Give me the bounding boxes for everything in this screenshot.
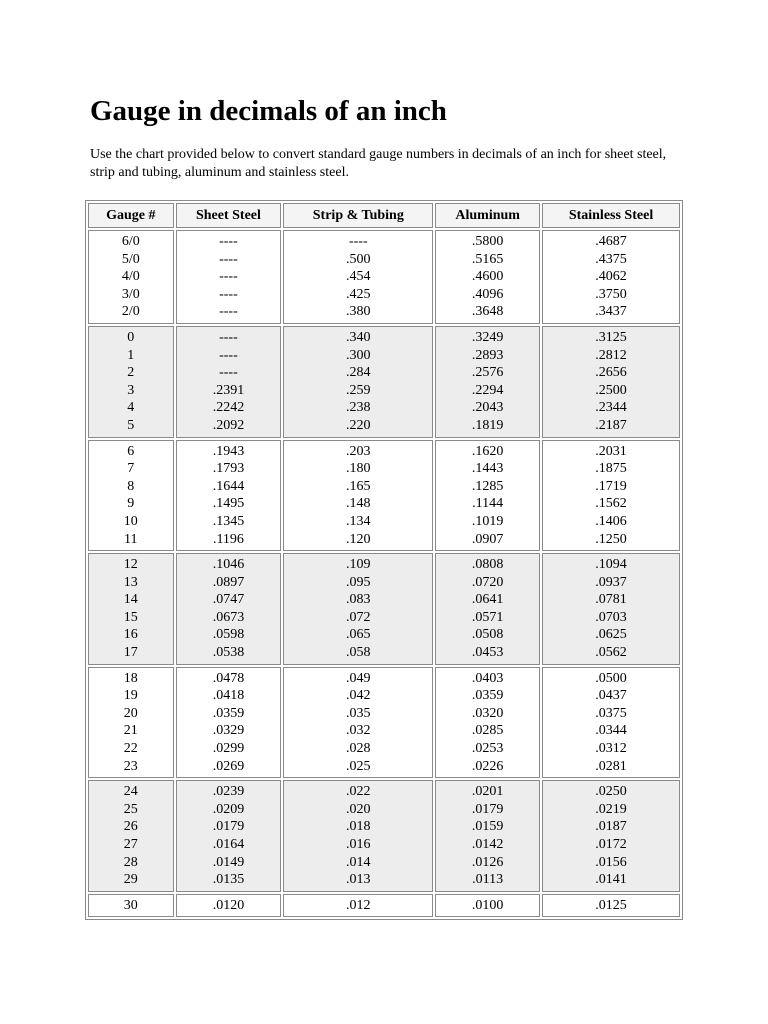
table-value: 10 (123, 513, 138, 529)
table-value: .0937 (595, 574, 627, 590)
table-value: .2187 (595, 417, 627, 433)
table-value: .1250 (595, 531, 627, 547)
table-value: .0359 (212, 705, 245, 721)
table-value: .1719 (595, 478, 627, 494)
cell-strip-tubing (283, 894, 433, 918)
table-value: 27 (123, 837, 138, 852)
table-value: .220 (346, 417, 371, 433)
table-value: 6 (127, 443, 135, 459)
table-value: .0375 (595, 705, 627, 721)
table-value: 20 (123, 705, 138, 721)
table-row-group (88, 326, 680, 438)
table-value: .0125 (595, 897, 627, 913)
table-value: ---- (219, 234, 238, 249)
table-value: 11 (124, 531, 138, 547)
cell-stainless-steel (542, 553, 680, 665)
table-value: .0135 (212, 872, 245, 888)
table-value: .0907 (471, 531, 504, 547)
table-value: .1196 (212, 531, 244, 547)
table-value: .238 (346, 400, 371, 416)
table-value: .3648 (471, 304, 504, 320)
table-value: .0285 (471, 723, 504, 739)
table-value: .2031 (595, 443, 627, 459)
cell-aluminum (435, 230, 540, 324)
table-value: .0281 (595, 758, 627, 774)
table-value: .0720 (471, 574, 504, 590)
table-value: 1 (127, 347, 135, 363)
table-value: .083 (346, 592, 371, 608)
table-value: 14 (123, 592, 138, 608)
table-value: .014 (346, 854, 371, 870)
table-value: .028 (346, 741, 371, 757)
table-value: .0673 (212, 609, 245, 625)
cell-aluminum (435, 553, 540, 665)
table-value: .0164 (212, 837, 245, 852)
table-value: .0359 (471, 688, 504, 704)
table-value: 17 (123, 645, 138, 661)
cell-sheet-steel (176, 440, 282, 552)
table-value: 6/0 (121, 234, 140, 249)
table-value: .035 (346, 705, 371, 721)
table-value: .0344 (595, 723, 627, 739)
cell-strip-tubing (283, 440, 433, 552)
table-value: .0625 (595, 627, 627, 643)
cell-stainless-steel (542, 667, 680, 779)
table-value: ---- (219, 304, 238, 320)
cell-sheet-steel (176, 667, 282, 779)
cell-aluminum (435, 780, 540, 892)
table-value: .2812 (595, 347, 627, 363)
table-value: .2242 (212, 400, 245, 416)
table-value: .2043 (471, 400, 504, 416)
table-value: .0113 (472, 872, 504, 888)
table-value: .0156 (595, 854, 627, 870)
table-value: .1144 (472, 496, 504, 512)
table-value: .0187 (595, 819, 627, 835)
table-value: .1019 (471, 513, 504, 529)
table-value: ---- (219, 365, 238, 381)
table-value: .5800 (471, 234, 504, 249)
cell-strip-tubing (283, 667, 433, 779)
table-value: .0299 (212, 741, 245, 757)
table-value: .0562 (595, 645, 627, 661)
table-value: .1345 (212, 513, 245, 529)
table-value: .0538 (212, 645, 245, 661)
table-value: .020 (346, 801, 371, 817)
cell-gauge (88, 667, 174, 779)
table-value: .180 (346, 461, 371, 477)
cell-aluminum (435, 440, 540, 552)
table-value: .2500 (595, 382, 627, 398)
table-value: .4096 (471, 286, 504, 302)
table-value: .340 (346, 329, 371, 345)
table-value: 16 (123, 627, 138, 643)
header-gauge: Gauge # (88, 203, 174, 228)
table-value: .5165 (471, 251, 504, 267)
table-value: ---- (219, 251, 238, 267)
header-stainless-steel: Stainless Steel (542, 203, 680, 228)
table-value: 5 (127, 417, 135, 433)
gauge-table-body (88, 230, 680, 917)
cell-gauge (88, 780, 174, 892)
table-value: .203 (346, 443, 371, 459)
table-row-group (88, 894, 680, 918)
table-value: .0142 (471, 837, 504, 852)
table-value: .013 (346, 872, 371, 888)
table-value: .1046 (212, 557, 245, 573)
cell-sheet-steel (176, 230, 282, 324)
table-value: ---- (348, 234, 368, 249)
table-value: .0312 (595, 741, 627, 757)
cell-gauge (88, 230, 174, 324)
cell-sheet-steel (176, 326, 282, 438)
table-value: 13 (123, 574, 138, 590)
header-strip-tubing: Strip & Tubing (283, 203, 433, 228)
cell-gauge (88, 326, 174, 438)
table-value: .1094 (595, 557, 627, 573)
table-value: .2092 (212, 417, 245, 433)
table-value: 28 (123, 854, 138, 870)
table-value: .2576 (471, 365, 504, 381)
table-value: 18 (123, 670, 138, 686)
table-value: 3 (127, 382, 135, 398)
table-value: 4/0 (121, 269, 140, 285)
table-value: .095 (346, 574, 371, 590)
table-value: .065 (346, 627, 371, 643)
table-value: ---- (219, 269, 238, 285)
gauge-table (85, 200, 683, 920)
cell-stainless-steel (542, 440, 680, 552)
header-aluminum: Aluminum (435, 203, 540, 228)
table-value: ---- (219, 286, 238, 302)
table-value: .4600 (471, 269, 504, 285)
cell-strip-tubing (283, 780, 433, 892)
cell-strip-tubing (283, 230, 433, 324)
table-value: 2/0 (121, 304, 140, 320)
table-value: .0418 (212, 688, 245, 704)
table-value: 7 (127, 461, 135, 477)
table-value: .0329 (212, 723, 245, 739)
table-value: .0598 (212, 627, 245, 643)
table-value: .058 (346, 645, 371, 661)
table-value: .0571 (471, 609, 504, 625)
table-value: .120 (346, 531, 371, 547)
table-value: .0403 (471, 670, 504, 686)
table-value: .4062 (595, 269, 627, 285)
cell-gauge (88, 440, 174, 552)
table-value: .0179 (471, 801, 504, 817)
table-value: .0781 (595, 592, 627, 608)
table-value: .0437 (595, 688, 627, 704)
table-value: .1875 (595, 461, 627, 477)
cell-strip-tubing (283, 553, 433, 665)
table-value: .0126 (471, 854, 504, 870)
cell-sheet-steel (176, 780, 282, 892)
table-value: .1793 (212, 461, 245, 477)
table-value: .072 (346, 609, 371, 625)
table-value: .2391 (212, 382, 245, 398)
table-row-group (88, 553, 680, 665)
table-value: .0269 (212, 758, 245, 774)
table-value: .284 (346, 365, 371, 381)
table-value: .0219 (595, 801, 627, 817)
table-value: .1443 (471, 461, 504, 477)
table-value: .3125 (595, 329, 627, 345)
header-row (88, 203, 680, 228)
table-value: .3249 (471, 329, 504, 345)
table-value: .0226 (471, 758, 504, 774)
table-value: 5/0 (121, 251, 140, 267)
table-value: .0209 (212, 801, 245, 817)
table-value: .2656 (595, 365, 627, 381)
table-value: 19 (123, 688, 138, 704)
table-value: .1495 (212, 496, 245, 512)
table-value: 26 (123, 819, 138, 835)
table-value: .049 (346, 670, 371, 686)
table-value: 25 (123, 801, 138, 817)
table-value: .2294 (471, 382, 504, 398)
cell-stainless-steel (542, 230, 680, 324)
table-value: .148 (346, 496, 371, 512)
cell-stainless-steel (542, 780, 680, 892)
table-value: .0149 (212, 854, 245, 870)
table-value: .0508 (471, 627, 504, 643)
table-value: .0747 (212, 592, 245, 608)
table-value: .3437 (595, 304, 627, 320)
table-value: .134 (346, 513, 371, 529)
table-value: .2893 (471, 347, 504, 363)
table-value: 29 (123, 872, 138, 888)
table-value: .0453 (471, 645, 504, 661)
table-row-group (88, 230, 680, 324)
table-value: 21 (123, 723, 138, 739)
table-value: .012 (346, 897, 371, 913)
table-value: .1943 (212, 443, 245, 459)
table-value: .0179 (212, 819, 245, 835)
cell-gauge (88, 894, 174, 918)
table-value: .0120 (212, 897, 245, 913)
table-value: .0703 (595, 609, 627, 625)
table-value: .0172 (595, 837, 627, 852)
table-value: 8 (127, 478, 135, 494)
table-value: 4 (127, 400, 135, 416)
table-value: 30 (123, 897, 138, 913)
table-value: 3/0 (121, 286, 140, 302)
cell-strip-tubing (283, 326, 433, 438)
table-value: .4375 (595, 251, 627, 267)
table-value: .4687 (595, 234, 627, 249)
table-value: ---- (219, 329, 238, 345)
table-value: .2344 (595, 400, 627, 416)
table-value: .0808 (471, 557, 504, 573)
cell-stainless-steel (542, 894, 680, 918)
table-value: .0500 (595, 670, 627, 686)
table-value: .380 (346, 304, 371, 320)
table-value: 23 (123, 758, 138, 774)
page-title: Gauge in decimals of an inch (90, 95, 447, 127)
table-value: .1644 (212, 478, 245, 494)
header-sheet-steel: Sheet Steel (176, 203, 282, 228)
cell-sheet-steel (176, 553, 282, 665)
table-value: .0201 (471, 784, 504, 800)
table-value: .1285 (471, 478, 504, 494)
table-value: .1819 (471, 417, 504, 433)
table-value: .0478 (212, 670, 245, 686)
table-value: .025 (346, 758, 371, 774)
table-value: .0641 (471, 592, 504, 608)
table-value: .042 (346, 688, 371, 704)
table-value: 0 (127, 329, 135, 345)
table-value: .300 (346, 347, 371, 363)
table-value: .1406 (595, 513, 627, 529)
table-value: .500 (346, 251, 371, 267)
table-value: .0250 (595, 784, 627, 800)
table-value: .0141 (595, 872, 627, 888)
cell-aluminum (435, 894, 540, 918)
table-row-group (88, 780, 680, 892)
table-value: 12 (123, 557, 138, 573)
table-value: .032 (346, 723, 371, 739)
table-value: .259 (346, 382, 371, 398)
table-value: .454 (346, 269, 371, 285)
table-value: 2 (127, 365, 135, 381)
table-value: .016 (346, 837, 371, 852)
table-value: .109 (346, 557, 371, 573)
table-value: .0320 (471, 705, 504, 721)
cell-gauge (88, 553, 174, 665)
table-value: 22 (123, 741, 138, 757)
table-row-group (88, 440, 680, 552)
table-value: .165 (346, 478, 371, 494)
cell-sheet-steel (176, 894, 282, 918)
table-value: .022 (346, 784, 371, 800)
cell-aluminum (435, 667, 540, 779)
table-value: .0239 (212, 784, 245, 800)
table-value: .0253 (471, 741, 504, 757)
table-row-group (88, 667, 680, 779)
table-value: .1620 (471, 443, 504, 459)
table-value: .1562 (595, 496, 627, 512)
table-value: .0897 (212, 574, 245, 590)
table-value: ---- (219, 347, 238, 363)
table-value: 24 (123, 784, 138, 800)
table-value: 9 (127, 496, 135, 512)
table-value: .0159 (471, 819, 504, 835)
table-value: .425 (346, 286, 371, 302)
table-value: .0100 (471, 897, 504, 913)
intro-paragraph: Use the chart provided below to convert standard gauge numbers in decimals of an inch for sheet steel, strip and tubing, aluminum and stainless steel. (90, 147, 667, 180)
table-value: 15 (123, 609, 138, 625)
table-value: .3750 (595, 286, 627, 302)
cell-aluminum (435, 326, 540, 438)
cell-stainless-steel (542, 326, 680, 438)
table-value: .018 (346, 819, 371, 835)
